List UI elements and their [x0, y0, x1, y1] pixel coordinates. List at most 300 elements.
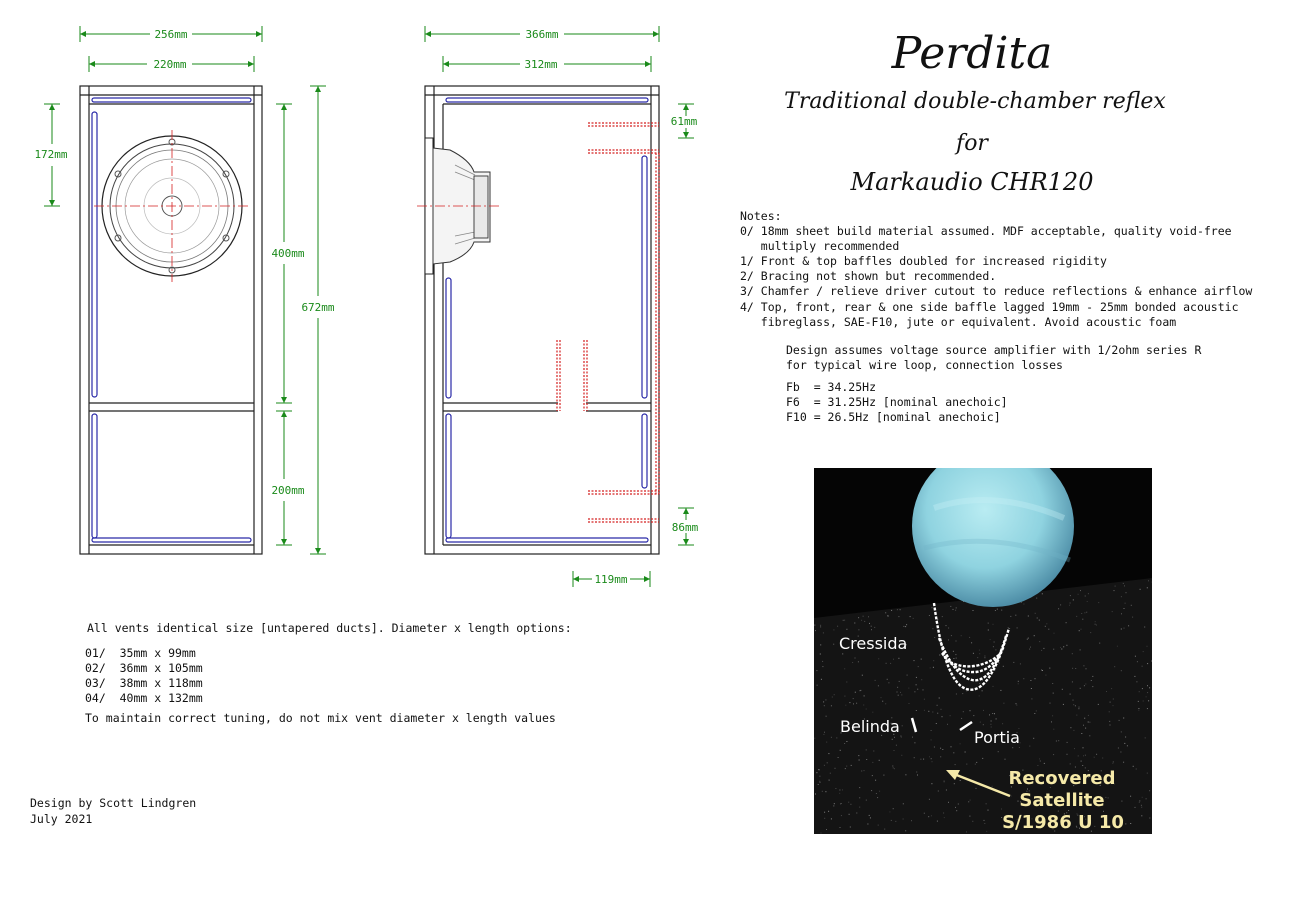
- noise-speck: [890, 663, 891, 664]
- vent-length-label: 119mm: [594, 573, 628, 586]
- noise-speck: [1081, 629, 1082, 630]
- noise-speck: [885, 612, 886, 613]
- noise-speck: [1073, 730, 1074, 731]
- noise-speck: [888, 682, 889, 683]
- noise-speck: [837, 626, 838, 627]
- lower-chamber-label: 200mm: [271, 484, 305, 497]
- noise-speck: [1052, 715, 1053, 716]
- noise-speck: [984, 656, 985, 657]
- note-line: 2/ Bracing not shown but recommended.: [740, 269, 997, 283]
- noise-speck: [993, 624, 994, 625]
- noise-speck: [1145, 737, 1146, 738]
- note-line: 1/ Front & top baffles doubled for increased rigidity: [740, 254, 1107, 268]
- noise-speck: [1113, 705, 1114, 706]
- noise-speck: [1148, 700, 1149, 701]
- noise-speck: [1120, 752, 1121, 753]
- noise-speck: [1079, 707, 1080, 708]
- noise-speck: [1082, 619, 1083, 620]
- label-recovered-3: S/1986 U 10: [1002, 812, 1124, 833]
- noise-speck: [900, 609, 901, 610]
- noise-speck: [1062, 689, 1063, 690]
- noise-speck: [858, 661, 859, 662]
- noise-speck: [950, 606, 951, 607]
- noise-speck: [1075, 668, 1076, 669]
- upper-chamber-label: 400mm: [271, 247, 305, 260]
- noise-speck: [1105, 797, 1106, 798]
- noise-speck: [1002, 723, 1003, 724]
- noise-speck: [1034, 635, 1035, 636]
- noise-speck: [1124, 743, 1125, 744]
- noise-speck: [937, 821, 938, 822]
- noise-speck: [820, 626, 821, 627]
- noise-speck: [822, 666, 823, 667]
- noise-speck: [1010, 616, 1011, 617]
- noise-speck: [905, 626, 906, 627]
- noise-speck: [1123, 583, 1124, 584]
- noise-speck: [1046, 623, 1047, 624]
- noise-speck: [1092, 676, 1093, 677]
- noise-speck: [948, 639, 949, 640]
- noise-speck: [977, 657, 978, 658]
- noise-speck: [1052, 683, 1053, 684]
- noise-speck: [835, 788, 836, 789]
- noise-speck: [1088, 722, 1089, 723]
- noise-speck: [903, 819, 904, 820]
- noise-speck: [863, 705, 864, 706]
- noise-speck: [1063, 704, 1064, 705]
- noise-speck: [1152, 582, 1153, 583]
- noise-speck: [973, 715, 974, 716]
- noise-speck: [1083, 755, 1084, 756]
- noise-speck: [838, 757, 839, 758]
- noise-speck: [840, 750, 841, 751]
- noise-speck: [934, 747, 935, 748]
- noise-speck: [1099, 643, 1100, 644]
- noise-speck: [868, 616, 869, 617]
- tuning-line: Fb = 34.25Hz: [786, 380, 877, 394]
- noise-speck: [881, 697, 882, 698]
- noise-speck: [965, 752, 966, 753]
- noise-speck: [955, 764, 956, 765]
- noise-speck: [861, 771, 862, 772]
- noise-speck: [816, 772, 817, 773]
- noise-speck: [843, 620, 844, 621]
- noise-speck: [878, 685, 879, 686]
- notes-heading: Notes:: [740, 209, 782, 223]
- noise-speck: [894, 768, 895, 769]
- noise-speck: [878, 658, 879, 659]
- noise-speck: [1149, 818, 1150, 819]
- noise-speck: [1089, 735, 1090, 736]
- noise-speck: [879, 791, 880, 792]
- noise-speck: [1042, 670, 1043, 671]
- noise-speck: [1040, 761, 1041, 762]
- noise-speck: [1039, 641, 1040, 642]
- noise-speck: [1028, 616, 1029, 617]
- noise-speck: [956, 658, 957, 659]
- noise-speck: [855, 658, 856, 659]
- noise-speck: [944, 781, 945, 782]
- noise-speck: [1050, 703, 1051, 704]
- noise-speck: [1084, 685, 1085, 686]
- noise-speck: [1142, 797, 1143, 798]
- vent-bottom: [588, 491, 659, 522]
- noise-speck: [1085, 728, 1086, 729]
- noise-speck: [856, 703, 857, 704]
- noise-speck: [872, 712, 873, 713]
- noise-speck: [823, 701, 824, 702]
- noise-speck: [911, 820, 912, 821]
- noise-speck: [983, 710, 984, 711]
- front-inner-width-label: 220mm: [153, 58, 187, 71]
- noise-speck: [941, 709, 942, 710]
- noise-speck: [1123, 718, 1124, 719]
- noise-speck: [849, 814, 850, 815]
- noise-speck: [873, 751, 874, 752]
- noise-speck: [898, 616, 899, 617]
- noise-speck: [901, 737, 902, 738]
- noise-speck: [1085, 596, 1086, 597]
- noise-speck: [891, 610, 892, 611]
- noise-speck: [894, 750, 895, 751]
- noise-speck: [943, 813, 944, 814]
- noise-speck: [956, 607, 957, 608]
- noise-speck: [1039, 758, 1040, 759]
- noise-speck: [930, 667, 931, 668]
- noise-speck: [917, 775, 918, 776]
- uranus-photo-art: [814, 468, 1152, 834]
- noise-speck: [1126, 592, 1127, 593]
- noise-speck: [962, 693, 963, 694]
- top-vent-offset-label: 61mm: [670, 115, 698, 128]
- noise-speck: [1033, 738, 1034, 739]
- side-inner-depth-label: 312mm: [524, 58, 558, 71]
- noise-speck: [956, 694, 957, 695]
- tuning-line: F6 = 31.25Hz [nominal anechoic]: [786, 395, 1008, 409]
- noise-speck: [1018, 801, 1019, 802]
- noise-speck: [1147, 587, 1148, 588]
- noise-speck: [917, 689, 918, 690]
- noise-speck: [1001, 610, 1002, 611]
- noise-speck: [1018, 681, 1019, 682]
- noise-speck: [846, 682, 847, 683]
- noise-speck: [819, 769, 820, 770]
- noise-speck: [826, 716, 827, 717]
- noise-speck: [831, 818, 832, 819]
- noise-speck: [913, 618, 914, 619]
- noise-speck: [900, 692, 901, 693]
- noise-speck: [1011, 796, 1012, 797]
- noise-speck: [1016, 705, 1017, 706]
- noise-speck: [903, 803, 904, 804]
- noise-speck: [1095, 624, 1096, 625]
- noise-speck: [908, 688, 909, 689]
- title-driver: Markaudio CHR120: [850, 168, 1094, 196]
- noise-speck: [1148, 580, 1149, 581]
- total-height-label: 672mm: [301, 301, 335, 314]
- noise-speck: [1106, 691, 1107, 692]
- label-cressida: Cressida: [839, 634, 908, 653]
- noise-speck: [1056, 741, 1057, 742]
- noise-speck: [1136, 769, 1137, 770]
- noise-speck: [983, 724, 984, 725]
- noise-speck: [1137, 661, 1138, 662]
- noise-speck: [872, 762, 873, 763]
- noise-speck: [1039, 620, 1040, 621]
- noise-speck: [924, 699, 925, 700]
- noise-speck: [1017, 627, 1018, 628]
- noise-speck: [820, 625, 821, 626]
- noise-speck: [1111, 688, 1112, 689]
- noise-speck: [833, 644, 834, 645]
- noise-speck: [1143, 701, 1144, 702]
- noise-speck: [826, 742, 827, 743]
- noise-speck: [1144, 627, 1145, 628]
- noise-speck: [928, 816, 929, 817]
- noise-speck: [1117, 646, 1118, 647]
- amp-note-line: Design assumes voltage source amplifier with 1/2ohm series R: [786, 343, 1202, 357]
- title-for: for: [956, 131, 988, 156]
- noise-speck: [1147, 708, 1148, 709]
- noise-speck: [1124, 608, 1125, 609]
- noise-speck: [1141, 807, 1142, 808]
- noise-speck: [1108, 797, 1109, 798]
- noise-speck: [835, 768, 836, 769]
- noise-speck: [1085, 755, 1086, 756]
- noise-speck: [916, 677, 917, 678]
- noise-speck: [1091, 680, 1092, 681]
- noise-speck: [979, 695, 980, 696]
- noise-speck: [996, 718, 997, 719]
- noise-speck: [1135, 807, 1136, 808]
- noise-speck: [818, 784, 819, 785]
- noise-speck: [895, 821, 896, 822]
- noise-speck: [1021, 602, 1022, 603]
- noise-speck: [933, 667, 934, 668]
- noise-speck: [1090, 632, 1091, 633]
- noise-speck: [916, 710, 917, 711]
- noise-speck: [1118, 748, 1119, 749]
- noise-speck: [969, 637, 970, 638]
- noise-speck: [973, 653, 974, 654]
- noise-speck: [976, 788, 977, 789]
- noise-speck: [1031, 698, 1032, 699]
- noise-speck: [898, 658, 899, 659]
- noise-speck: [1053, 693, 1054, 694]
- noise-speck: [849, 702, 850, 703]
- noise-speck: [819, 776, 820, 777]
- noise-speck: [892, 739, 893, 740]
- noise-speck: [1070, 694, 1071, 695]
- noise-speck: [972, 821, 973, 822]
- vent-option: 03/ 38mm x 118mm: [85, 676, 203, 690]
- noise-speck: [946, 790, 947, 791]
- noise-speck: [834, 694, 835, 695]
- noise-speck: [928, 711, 929, 712]
- noise-speck: [1140, 589, 1141, 590]
- noise-speck: [1125, 823, 1126, 824]
- noise-speck: [817, 685, 818, 686]
- noise-speck: [960, 780, 961, 781]
- noise-speck: [1133, 766, 1134, 767]
- noise-speck: [1149, 687, 1150, 688]
- noise-speck: [1045, 626, 1046, 627]
- noise-speck: [970, 800, 971, 801]
- noise-speck: [846, 741, 847, 742]
- noise-speck: [929, 615, 930, 616]
- notes-block: [740, 209, 1252, 424]
- noise-speck: [864, 770, 865, 771]
- noise-speck: [1073, 599, 1074, 600]
- noise-speck: [1051, 721, 1052, 722]
- noise-speck: [866, 709, 867, 710]
- noise-speck: [1085, 684, 1086, 685]
- noise-speck: [1023, 678, 1024, 679]
- noise-speck: [1121, 670, 1122, 671]
- noise-speck: [883, 775, 884, 776]
- noise-speck: [1125, 737, 1126, 738]
- noise-speck: [901, 694, 902, 695]
- noise-speck: [991, 721, 992, 722]
- noise-speck: [932, 628, 933, 629]
- vent-option: 01/ 35mm x 99mm: [85, 646, 196, 660]
- noise-speck: [1147, 663, 1148, 664]
- noise-speck: [1082, 765, 1083, 766]
- noise-speck: [1149, 790, 1150, 791]
- noise-speck: [944, 780, 945, 781]
- noise-speck: [988, 630, 989, 631]
- title-block: [784, 28, 1166, 196]
- noise-speck: [948, 802, 949, 803]
- noise-speck: [1092, 686, 1093, 687]
- noise-speck: [994, 642, 995, 643]
- noise-speck: [1151, 661, 1152, 662]
- noise-speck: [826, 829, 827, 830]
- title-name: Perdita: [891, 28, 1053, 79]
- noise-speck: [1072, 653, 1073, 654]
- noise-speck: [1053, 754, 1054, 755]
- noise-speck: [872, 775, 873, 776]
- noise-speck: [842, 789, 843, 790]
- label-portia: Portia: [974, 728, 1020, 747]
- noise-speck: [856, 813, 857, 814]
- noise-speck: [1087, 601, 1088, 602]
- noise-speck: [956, 810, 957, 811]
- noise-speck: [1072, 668, 1073, 669]
- noise-speck: [1128, 625, 1129, 626]
- noise-speck: [929, 756, 930, 757]
- noise-speck: [1041, 670, 1042, 671]
- noise-speck: [982, 690, 983, 691]
- noise-speck: [858, 755, 859, 756]
- noise-speck: [892, 766, 893, 767]
- noise-speck: [995, 610, 996, 611]
- noise-speck: [867, 824, 868, 825]
- credit-date: July 2021: [30, 812, 93, 826]
- noise-speck: [940, 756, 941, 757]
- noise-speck: [994, 713, 995, 714]
- noise-speck: [824, 765, 825, 766]
- amp-note-line: for typical wire loop, connection losses: [786, 358, 1063, 372]
- noise-speck: [1146, 798, 1147, 799]
- noise-speck: [859, 807, 860, 808]
- noise-speck: [986, 831, 987, 832]
- noise-speck: [1045, 675, 1046, 676]
- noise-speck: [989, 714, 990, 715]
- noise-speck: [953, 651, 954, 652]
- noise-speck: [833, 805, 834, 806]
- noise-speck: [942, 749, 943, 750]
- driver-side-profile: [417, 138, 501, 274]
- noise-speck: [907, 675, 908, 676]
- noise-speck: [822, 791, 823, 792]
- noise-speck: [862, 675, 863, 676]
- noise-speck: [995, 649, 996, 650]
- note-line: 0/ 18mm sheet build material assumed. MDF acceptable, quality void-free: [740, 224, 1232, 238]
- noise-speck: [1029, 649, 1030, 650]
- noise-speck: [1044, 763, 1045, 764]
- noise-speck: [1130, 823, 1131, 824]
- noise-speck: [990, 639, 991, 640]
- noise-speck: [1034, 713, 1035, 714]
- noise-speck: [968, 801, 969, 802]
- noise-speck: [814, 738, 815, 739]
- noise-speck: [1141, 805, 1142, 806]
- title-subtitle: Traditional double-chamber reflex: [784, 89, 1166, 114]
- noise-speck: [1035, 678, 1036, 679]
- noise-speck: [859, 787, 860, 788]
- noise-speck: [875, 780, 876, 781]
- noise-speck: [1121, 801, 1122, 802]
- noise-speck: [1125, 603, 1126, 604]
- noise-speck: [1131, 605, 1132, 606]
- noise-speck: [844, 743, 845, 744]
- noise-speck: [836, 737, 837, 738]
- noise-speck: [1113, 699, 1114, 700]
- noise-speck: [893, 808, 894, 809]
- noise-speck: [1012, 747, 1013, 748]
- noise-speck: [1121, 613, 1122, 614]
- noise-speck: [990, 724, 991, 725]
- noise-speck: [1069, 605, 1070, 606]
- noise-speck: [914, 660, 915, 661]
- noise-speck: [961, 718, 962, 719]
- noise-speck: [1037, 765, 1038, 766]
- noise-speck: [948, 628, 949, 629]
- noise-speck: [879, 760, 880, 761]
- noise-speck: [966, 831, 967, 832]
- credits-block: [30, 796, 196, 826]
- noise-speck: [932, 712, 933, 713]
- vents-heading: All vents identical size [untapered ducts]. Diameter x length options:: [87, 621, 572, 635]
- noise-speck: [909, 703, 910, 704]
- noise-speck: [966, 764, 967, 765]
- noise-speck: [1003, 703, 1004, 704]
- noise-speck: [993, 646, 994, 647]
- noise-speck: [960, 743, 961, 744]
- noise-speck: [846, 629, 847, 630]
- front-outer-width-label: 256mm: [154, 28, 188, 41]
- noise-speck: [840, 827, 841, 828]
- noise-speck: [889, 811, 890, 812]
- noise-speck: [834, 803, 835, 804]
- noise-speck: [1083, 665, 1084, 666]
- noise-speck: [1000, 690, 1001, 691]
- noise-speck: [1124, 585, 1125, 586]
- noise-speck: [1134, 676, 1135, 677]
- noise-speck: [870, 817, 871, 818]
- noise-speck: [970, 710, 971, 711]
